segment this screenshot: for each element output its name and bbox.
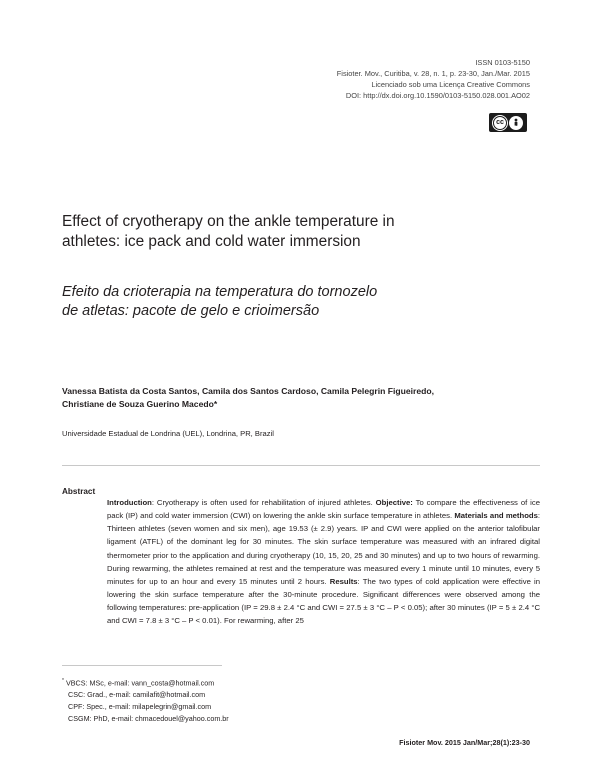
- issn: ISSN 0103-5150: [475, 58, 530, 67]
- abstract-heading: Abstract: [62, 487, 96, 496]
- creative-commons-badge[interactable]: [489, 113, 527, 132]
- footnote-item: CSC: Grad., e-mail: camilafit@hotmail.com: [68, 690, 206, 700]
- footnote-item: CSGM: PhD, e-mail: chmacedouel@yahoo.com.br: [68, 713, 229, 723]
- affiliation: Universidade Estadual de Londrina (UEL), Londrina, PR, Brazil: [62, 429, 274, 438]
- license-note: Licenciado sob uma Licença Creative Commons: [371, 80, 530, 89]
- results-label: Results: [329, 576, 358, 586]
- footnote-item: * VBCS: MSc, e-mail: vann_costa@hotmail.com: [62, 678, 215, 688]
- journal-header: [337, 57, 530, 101]
- title-pt-line-1: Efeito da crioterapia na temperatura do tornozelo: [62, 284, 378, 300]
- authors-line-1: Vanessa Batista da Costa Santos, Camila dos Santos Cardoso, Camila Pelegrin Figueiredo,: [62, 386, 435, 396]
- author-list: [62, 385, 542, 411]
- article-title-portuguese: [62, 283, 462, 321]
- footnote-divider: [62, 665, 222, 666]
- objective-label: Objective:: [375, 498, 413, 507]
- intro-text: : Cryotherapy is often used for rehabilitation of injured athletes.: [151, 498, 376, 507]
- methods-label: Materials and methods: [454, 511, 538, 521]
- intro-label: Introduction: [107, 498, 152, 507]
- footnotes: [62, 676, 229, 725]
- section-divider: [62, 465, 540, 466]
- doi-link[interactable]: DOI: http://dx.doi.org.10.1590/0103-5150.028.001.AO02: [345, 91, 530, 100]
- footnote-marker: *: [62, 678, 64, 684]
- results-text: : The two types of cold application were effective in lowering the skin surface temperature after the 30-minute procedure. Significant differences were observed among the following temperatures: pre-application (IP = 29.8 ± 2.4 °C and CWI = 27.5 ± 3 °C – P < 0.05); after 30 minutes (IP = 5 ± 2.4 °C and CWI = 7.8 ± 3 °C – P < 0.01). For rewarming, after 25: [107, 576, 541, 626]
- objective-text: To compare the effectiveness of ice pack (IP) and cold water immersion (CWI) on lowering the ankle skin surface temperature in athletes.: [107, 498, 540, 521]
- title-line-1: Effect of cryotherapy on the ankle temperature in: [62, 213, 395, 230]
- footnote-item: CPF: Spec., e-mail: milapelegrin@gmail.com: [68, 701, 212, 711]
- citation: Fisioter. Mov., Curitiba, v. 28, n. 1, p. 23-30, Jan./Mar. 2015: [336, 69, 530, 78]
- abstract-body: [107, 496, 540, 628]
- title-pt-line-2: de atletas: pacote de gelo e crioimersão: [62, 303, 320, 319]
- title-line-2: athletes: ice pack and cold water immersion: [62, 233, 361, 250]
- page-footer: Fisioter Mov. 2015 Jan/Mar;28(1):23-30: [399, 738, 530, 747]
- authors-line-2: Christiane de Souza Guerino Macedo*: [62, 399, 218, 409]
- article-title: [62, 212, 462, 252]
- methods-text: : Thirteen athletes (seven women and six men), age 19.53 (± 2.9) years. IP and CWI were applied on the anterior talofibular ligament (ATFL) of the dominant leg for 30 minutes. The skin surface temperature was measured with an infrared digital thermometer prior to the application and during cryotherapy (10, 15, 20, 25 and 30 minutes) and up to two hours of rewarming. During rewarming, the athletes remained at rest and the temperature was measured every 1 minute until 10 minutes, every 5 minutes for up to an hour and every 15 minutes until 2 hours.: [107, 511, 540, 586]
- by-label: BY: [514, 125, 519, 129]
- creative-commons-icon: cc: [493, 116, 507, 130]
